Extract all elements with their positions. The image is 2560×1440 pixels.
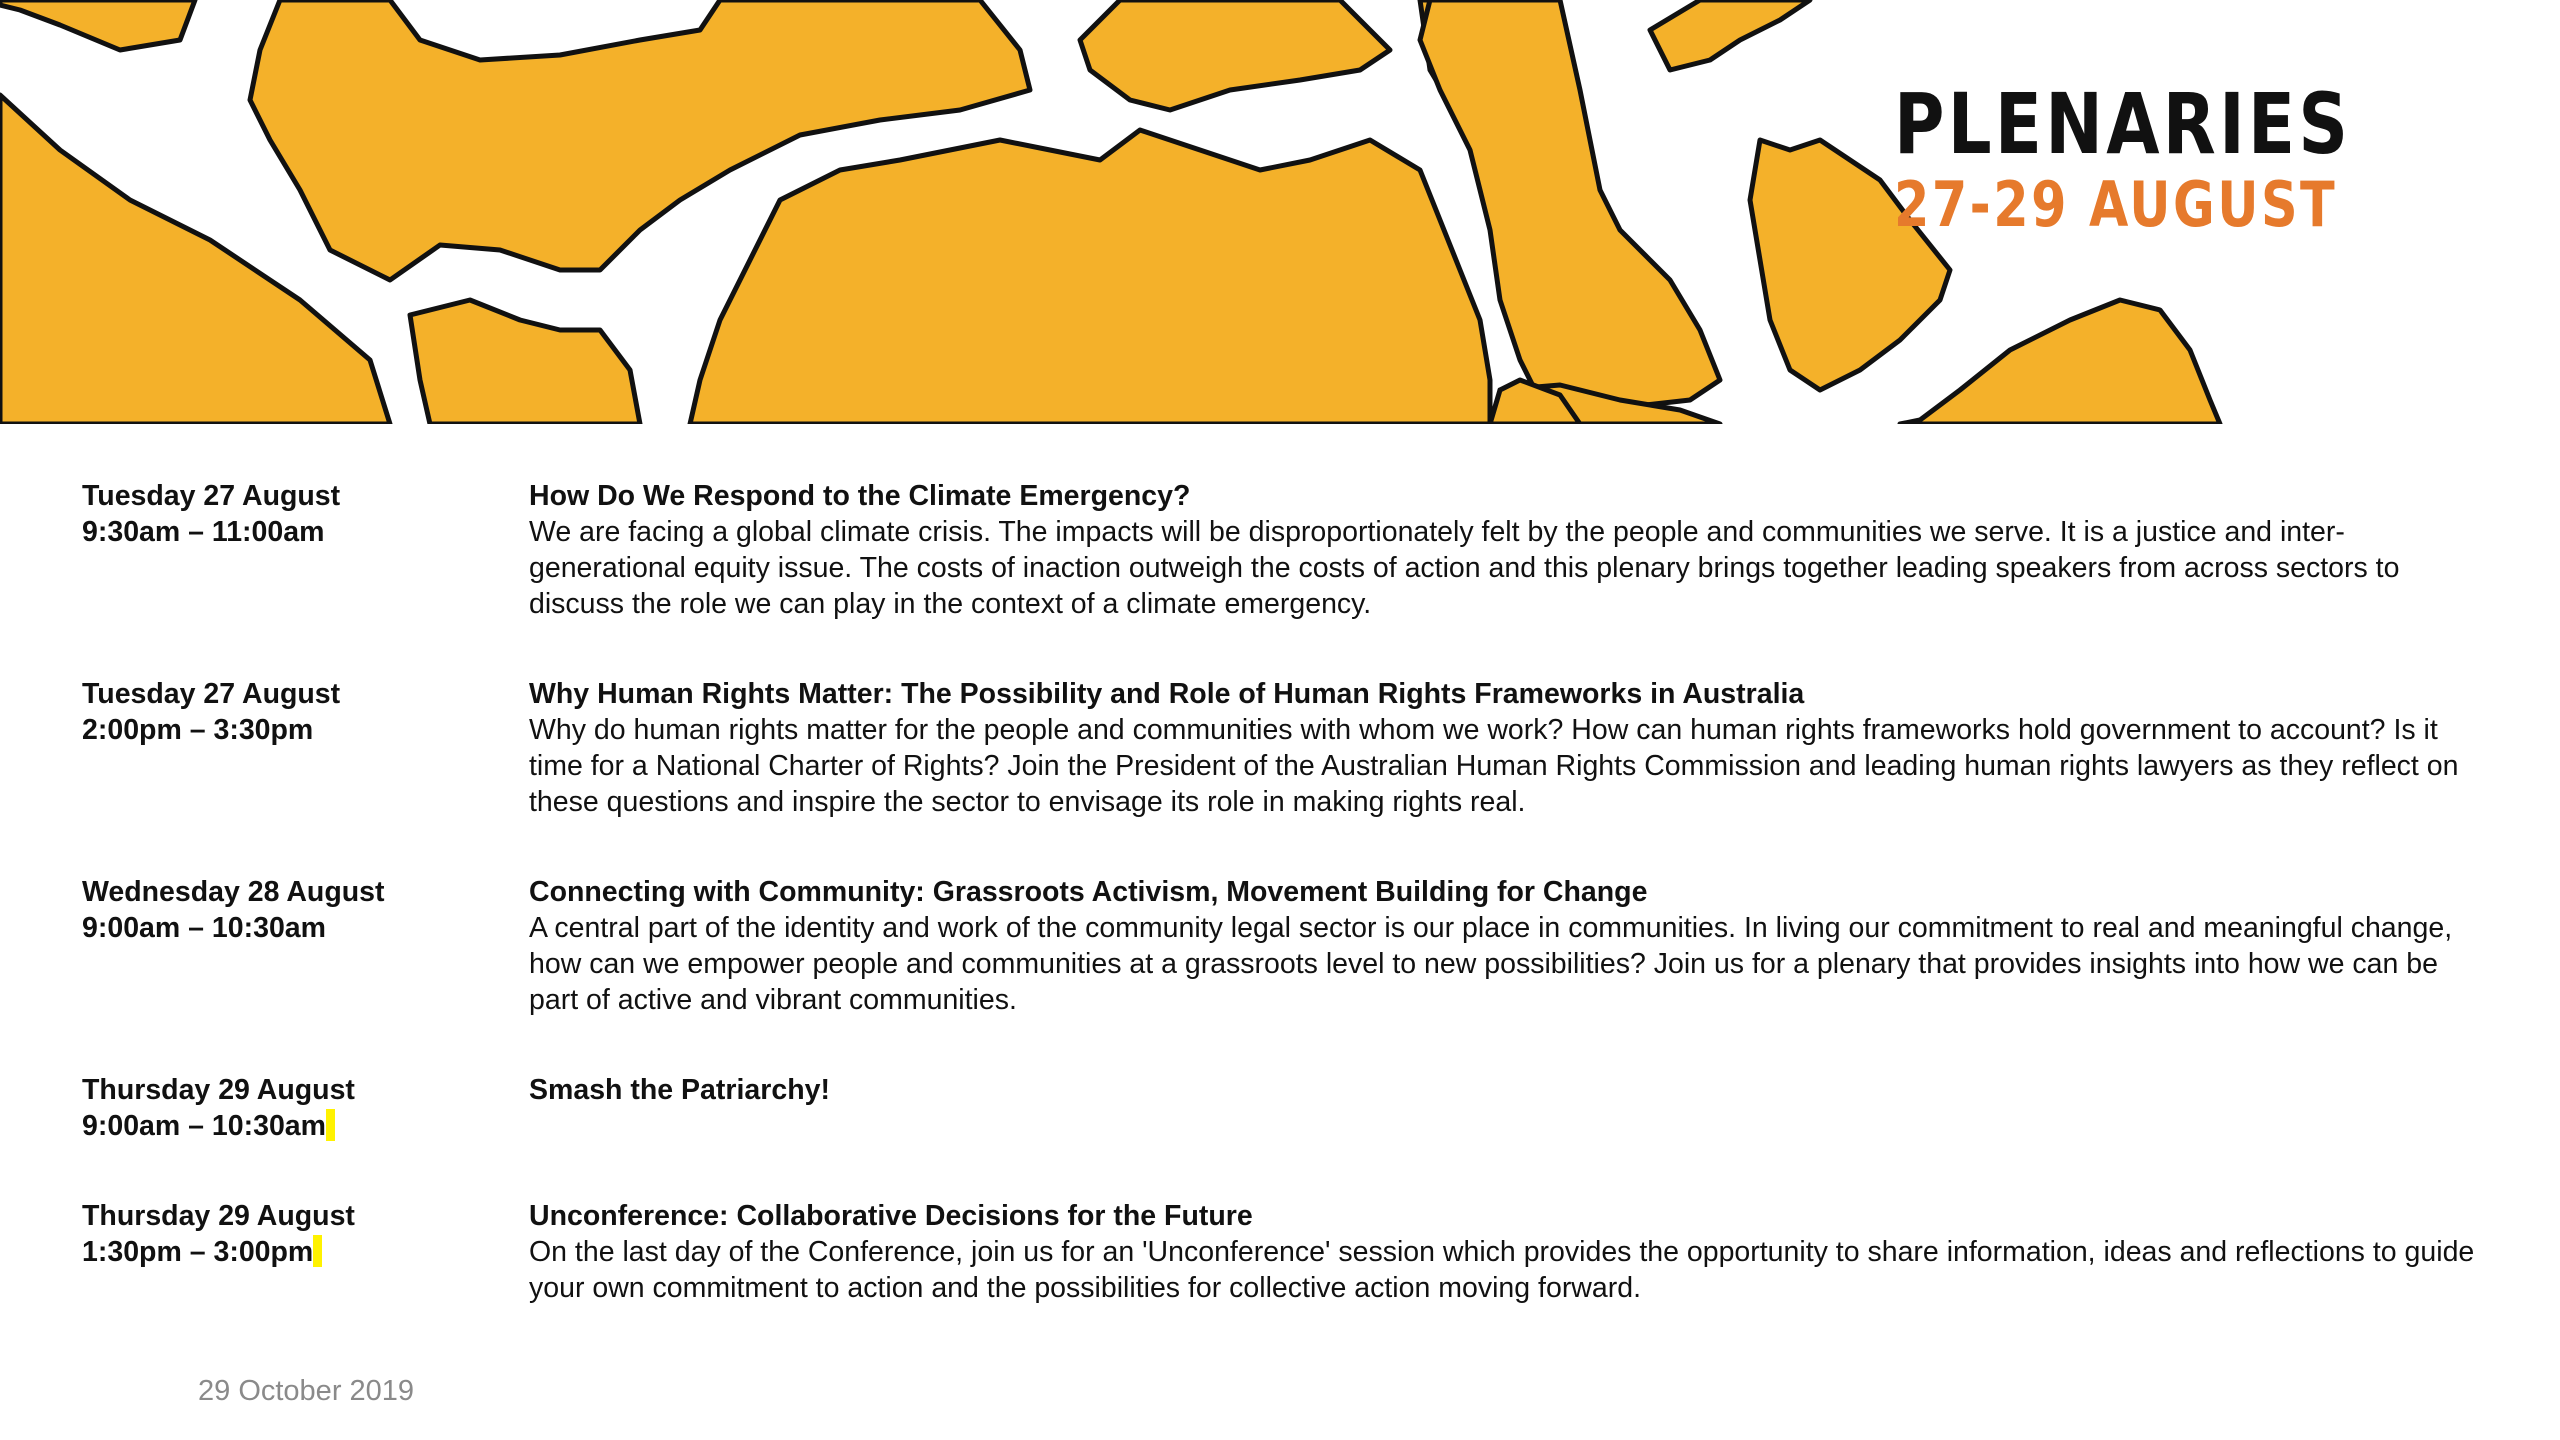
session-description: On the last day of the Conference, join us for an 'Unconference' session which provides the opportunity to share information, ideas and reflections to guide your own commitment to action and the possibilities for collective action moving forward.: [529, 1236, 2475, 1304]
session-title: Smash the Patriarchy!: [529, 1074, 830, 1106]
session-title: How Do We Respond to the Climate Emergency?: [529, 480, 1191, 512]
session-day: Thursday 29 August: [82, 1074, 355, 1106]
session-title: Connecting with Community: Grassroots Activism, Movement Building for Change: [529, 876, 1648, 908]
session-when: [82, 1072, 502, 1144]
page-title: PLENARIES: [1894, 75, 2352, 173]
session-day: Tuesday 27 August: [82, 480, 341, 512]
session-details: [529, 1198, 2479, 1306]
session-when: [82, 478, 502, 550]
highlight-mark: [326, 1109, 335, 1141]
header-banner: [0, 0, 2560, 424]
session-time: 9:00am – 10:30am: [82, 912, 327, 944]
session-day: Thursday 29 August: [82, 1200, 355, 1232]
session-time-row: [82, 1108, 502, 1144]
date-range: 27-29 AUGUST: [1894, 168, 2338, 241]
session-when: [82, 874, 502, 946]
session-details: [529, 1072, 2479, 1108]
session-title: Unconference: Collaborative Decisions for the Future: [529, 1200, 1253, 1232]
plenaries-title-block: [1894, 75, 2452, 241]
session-time: 9:00am – 10:30am: [82, 1110, 327, 1142]
session-when: [82, 1198, 502, 1270]
session-title: Why Human Rights Matter: The Possibility and Role of Human Rights Frameworks in Australia: [529, 678, 1805, 710]
session-time: 2:00pm – 3:30pm: [82, 714, 314, 746]
session-time-row: [82, 1234, 502, 1270]
session-time: 1:30pm – 3:00pm: [82, 1236, 314, 1268]
session-details: [529, 676, 2479, 820]
session-details: [529, 478, 2479, 622]
session-day: Tuesday 27 August: [82, 678, 341, 710]
session-description: A central part of the identity and work of the community legal sector is our place in communities. In living our commitment to real and meaningful change, how can we empower people and communities at a grassroots level to new possibilities? Join us for a plenary that provides insights into how we can be part of active and vibrant communities.: [529, 912, 2453, 1016]
session-day: Wednesday 28 August: [82, 876, 385, 908]
session-when: [82, 676, 502, 748]
session-details: [529, 874, 2479, 1018]
session-description: We are facing a global climate crisis. The impacts will be disproportionately felt by the people and communities we serve. It is a justice and inter-generational equity issue. The costs of inaction outweigh the costs of action and this plenary brings together leading speakers from across sectors to discuss the role we can play in the context of a climate emergency.: [529, 516, 2400, 620]
highlight-mark: [313, 1235, 322, 1267]
session-time: 9:30am – 11:00am: [82, 516, 325, 548]
session-description: Why do human rights matter for the people and communities with whom we work? How can human rights frameworks hold government to account? Is it time for a National Charter of Rights? Join the President of the Australian Human Rights Commission and leading human rights lawyers as they reflect on these questions and inspire the sector to envisage its role in making rights real.: [529, 714, 2459, 818]
footer-date: 29 October 2019: [198, 1375, 415, 1407]
